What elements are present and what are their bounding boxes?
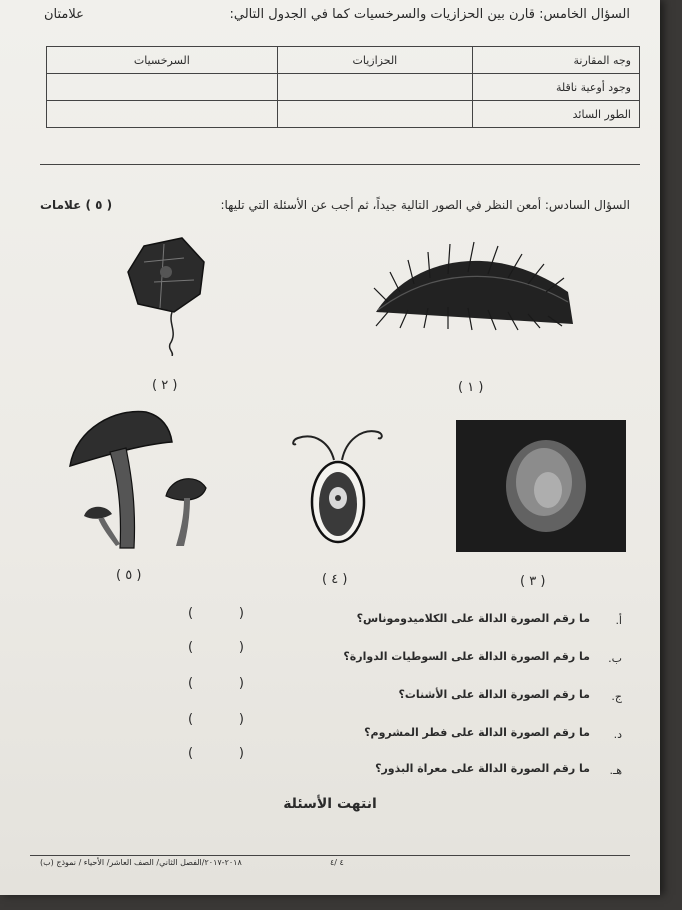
- dinoflagellate-image: [124, 232, 208, 356]
- question-5-title: السؤال الخامس: قارن بين الحزازيات والسرخسيات كما في الجدول التالي:: [229, 7, 630, 22]
- answer-blank[interactable]: [188, 640, 244, 655]
- paren-close: ): [238, 746, 244, 761]
- table-header-cell: السرخسيات: [47, 47, 278, 74]
- answer-blank[interactable]: [188, 606, 244, 621]
- answer-blank[interactable]: [188, 746, 244, 761]
- footer-text: ٢٠١٨-٢٠١٧/الفصل الثاني/ الصف العاشر/ الأحياء / نموذج (ب): [40, 858, 242, 867]
- question-letter: هـ.: [609, 764, 622, 777]
- paren-close: ): [238, 640, 244, 655]
- question-text: ما رقم الصورة الدالة على الكلاميدوموناس؟: [356, 612, 590, 625]
- chlamydomonas-image: [290, 424, 386, 548]
- question-text: ما رقم الصورة الدالة على الأشنات؟: [398, 688, 590, 701]
- table-cell: [47, 74, 278, 101]
- table-header-cell: وجه المقارنة: [473, 47, 640, 74]
- paren-close: ): [238, 606, 244, 621]
- figure-label-2: ( ٢ ): [152, 378, 178, 393]
- table-cell: [47, 101, 278, 128]
- mushroom-image: [66, 408, 216, 554]
- table-row-label: الطور السائد: [473, 101, 640, 128]
- answer-blank[interactable]: [188, 676, 244, 691]
- comparison-table: [46, 46, 640, 128]
- paren-open: (: [188, 746, 194, 761]
- question-text: ما رقم الصورة الدالة على فطر المشروم؟: [364, 726, 590, 739]
- lichen-image: [456, 420, 626, 552]
- table-row: [47, 74, 640, 101]
- question-letter: أ.: [615, 614, 622, 627]
- page-number: ٤ /٤: [330, 858, 344, 867]
- question-5-marks: علامتان: [44, 7, 84, 22]
- paren-close: ): [238, 712, 244, 727]
- figure-label-5: ( ٥ ): [116, 568, 142, 583]
- table-row-label: وجود أوعية ناقلة: [473, 74, 640, 101]
- table-cell: [277, 101, 472, 128]
- figure-label-3: ( ٣ ): [520, 574, 546, 589]
- paren-open: (: [188, 640, 194, 655]
- table-header-row: [47, 47, 640, 74]
- fern-image: [368, 232, 582, 342]
- question-text: ما رقم الصورة الدالة على السوطيات الدوارة؟: [343, 650, 590, 663]
- question-text: ما رقم الصورة الدالة على معراة البذور؟: [375, 762, 590, 775]
- question-letter: ب.: [608, 652, 622, 665]
- answer-blank[interactable]: [188, 712, 244, 727]
- figure-label-4: ( ٤ ): [322, 572, 348, 587]
- paren-open: (: [188, 606, 194, 621]
- end-of-questions: انتهت الأسئلة: [283, 796, 377, 812]
- table-cell: [277, 74, 472, 101]
- page-footer: [30, 855, 630, 867]
- table-row: [47, 101, 640, 128]
- question-letter: د.: [613, 728, 622, 741]
- question-letter: ج.: [611, 690, 622, 703]
- paren-open: (: [188, 712, 194, 727]
- question-6-marks: ( ٥ ) علامات: [40, 198, 113, 212]
- section-divider: [40, 164, 640, 165]
- table-header-cell: الحزازيات: [277, 47, 472, 74]
- figure-label-1: ( ١ ): [458, 380, 484, 395]
- paren-open: (: [188, 676, 194, 691]
- question-6-title: السؤال السادس: أمعن النظر في الصور التالية جيداً، ثم أجب عن الأسئلة التي تليها:: [220, 198, 630, 212]
- paren-close: ): [238, 676, 244, 691]
